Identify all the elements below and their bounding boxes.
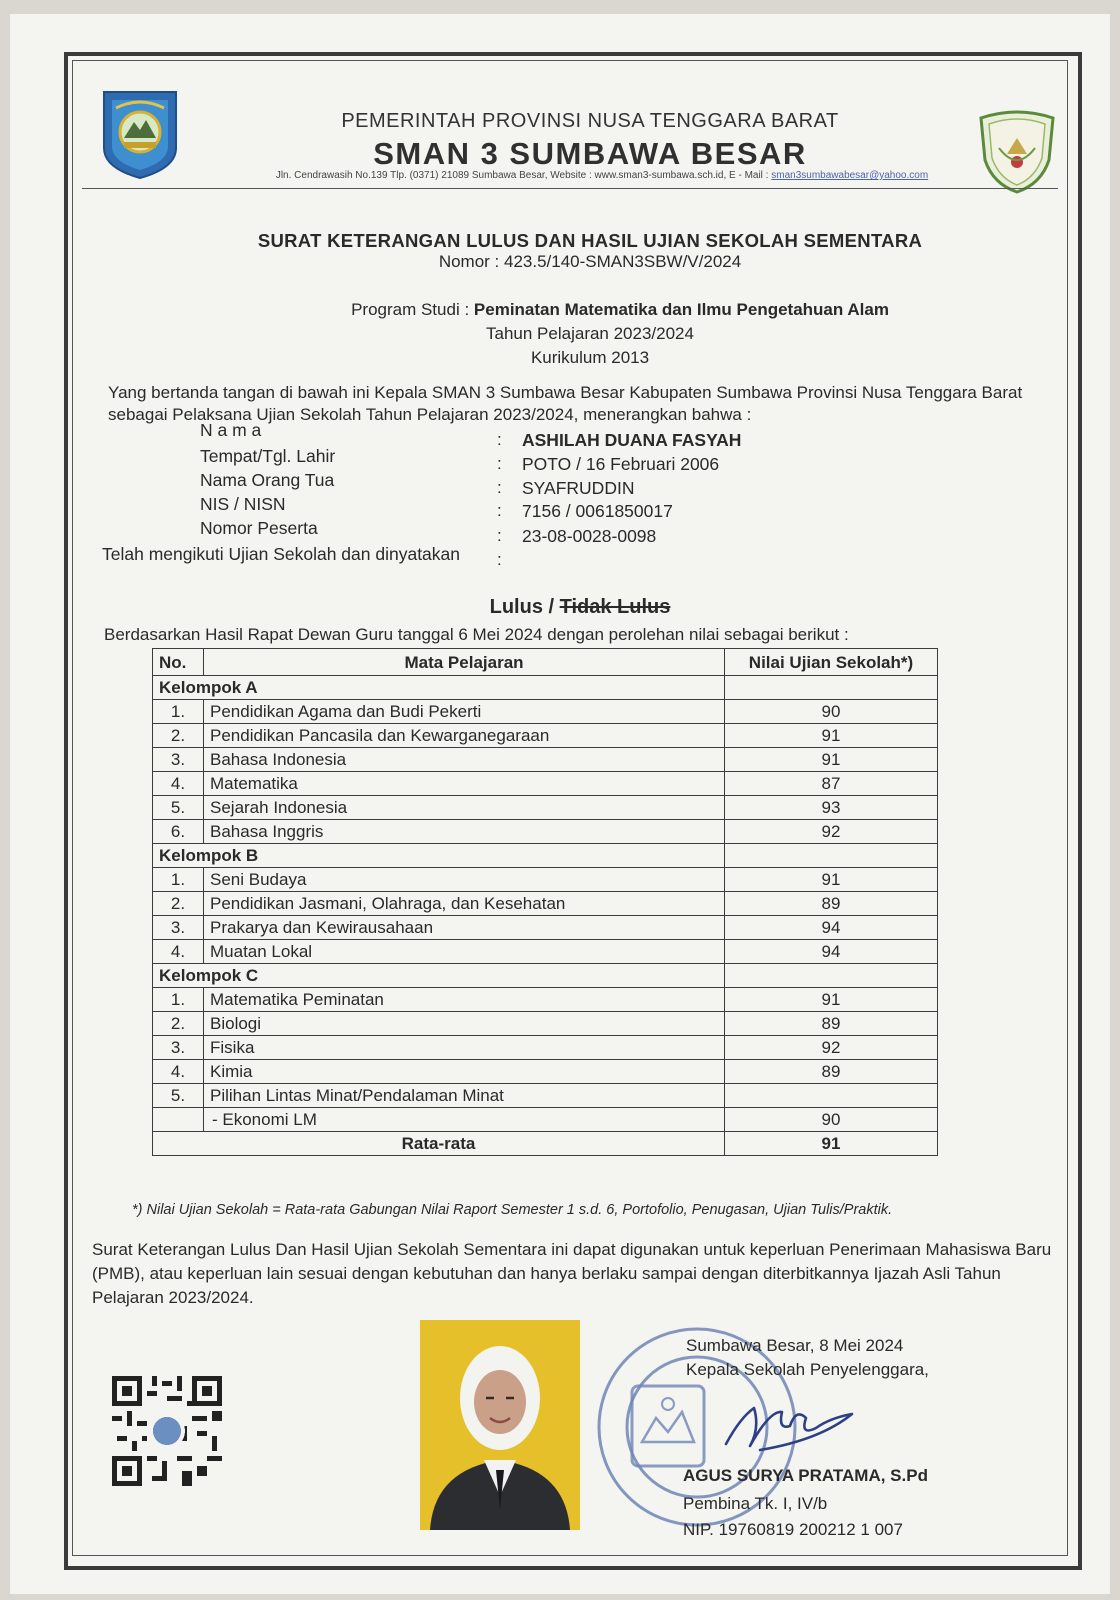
table-row <box>153 940 938 964</box>
row-subject: Bahasa Indonesia <box>204 748 725 772</box>
row-subject: Kimia <box>204 1060 725 1084</box>
row-no: 3. <box>153 916 204 940</box>
group-row-b <box>153 844 938 868</box>
header-subject: Mata Pelajaran <box>204 649 725 676</box>
signatory-rank: Pembina Tk. I, IV/b <box>683 1494 828 1513</box>
table-row <box>153 772 938 796</box>
group-row-c <box>153 964 938 988</box>
student-photo <box>420 1320 580 1530</box>
signature-position: Kepala Sekolah Penyelenggara, <box>686 1360 929 1379</box>
name-label: N a m a <box>200 420 262 440</box>
signatory-name: AGUS SURYA PRATAMA, S.Pd <box>683 1466 928 1485</box>
row-score: 91 <box>725 868 938 892</box>
row-no: 4. <box>153 1060 204 1084</box>
row-no: 6. <box>153 820 204 844</box>
row-subject: Matematika <box>204 772 725 796</box>
group-label: Kelompok B <box>153 844 725 868</box>
footnote: *) Nilai Ujian Sekolah = Rata-rata Gabungan Nilai Raport Semester 1 s.d. 6, Portofolio, Penugasan, Ujian Tulis/Praktik. <box>132 1202 893 1218</box>
row-subject: Bahasa Inggris <box>204 820 725 844</box>
group-label: Kelompok C <box>153 964 725 988</box>
academic-year: Tahun Pelajaran 2023/2024 <box>486 324 694 343</box>
document-title: SURAT KETERANGAN LULUS DAN HASIL UJIAN SEKOLAH SEMENTARA <box>257 230 923 251</box>
table-row <box>153 1012 938 1036</box>
table-row <box>153 916 938 940</box>
group-empty-cell <box>725 844 938 868</box>
row-subject: Pendidikan Pancasila dan Kewarganegaraan <box>204 724 725 748</box>
row-no: 4. <box>153 940 204 964</box>
row-subject: Sejarah Indonesia <box>204 796 725 820</box>
header-government: PEMERINTAH PROVINSI NUSA TENGGARA BARAT <box>341 110 839 132</box>
name-colon: : <box>497 430 502 449</box>
qr-code-icon <box>112 1376 222 1486</box>
program-value: Peminatan Matematika dan Ilmu Pengetahuan Alam <box>473 300 889 319</box>
row-no: 5. <box>153 796 204 820</box>
address-text: Jln. Cendrawasih No.139 Tlp. (0371) 21089 Sumbawa Besar, Website : www.sman3-sumbawa.sch.id, E - Mail : <box>275 170 769 181</box>
table-header-row <box>153 649 938 676</box>
birth-value: POTO / 16 Februari 2006 <box>522 454 720 474</box>
result-pass: Lulus / <box>489 596 555 618</box>
row-no: 3. <box>153 1036 204 1060</box>
row-no: 1. <box>153 988 204 1012</box>
school-logo-icon <box>975 108 1059 194</box>
row-score: 89 <box>725 1012 938 1036</box>
table-row <box>153 1108 938 1132</box>
email-link[interactable]: sman3sumbawabesar@yahoo.com <box>771 170 929 181</box>
row-subject: - Ekonomi LM <box>204 1108 725 1132</box>
curriculum: Kurikulum 2013 <box>530 348 650 367</box>
birth-colon: : <box>497 454 502 473</box>
table-row <box>153 796 938 820</box>
row-subject: Seni Budaya <box>204 868 725 892</box>
row-subject: Pendidikan Agama dan Budi Pekerti <box>204 700 725 724</box>
row-no: 1. <box>153 700 204 724</box>
basis-statement: Berdasarkan Hasil Rapat Dewan Guru tanggal 6 Mei 2024 dengan perolehan nilai sebagai berikut : <box>104 625 849 644</box>
table-row <box>153 700 938 724</box>
row-score: 94 <box>725 940 938 964</box>
program-line <box>230 300 1010 320</box>
table-row <box>153 892 938 916</box>
nis-value: 7156 / 0061850017 <box>522 501 673 521</box>
row-no: 2. <box>153 1012 204 1036</box>
header-divider <box>82 188 1058 189</box>
group-label: Kelompok A <box>153 676 725 700</box>
average-row <box>153 1132 938 1156</box>
row-subject: Muatan Lokal <box>204 940 725 964</box>
table-row <box>153 748 938 772</box>
table-row <box>153 988 938 1012</box>
row-score: 89 <box>725 892 938 916</box>
parent-colon: : <box>497 478 502 497</box>
row-score: 91 <box>725 988 938 1012</box>
handwritten-signature-icon <box>720 1388 860 1458</box>
row-score: 90 <box>725 700 938 724</box>
name-value: ASHILAH DUANA FASYAH <box>522 430 742 450</box>
table-row <box>153 1036 938 1060</box>
declared-label: Telah mengikuti Ujian Sekolah dan dinyatakan <box>102 544 461 564</box>
participant-colon: : <box>497 526 502 545</box>
row-score: 92 <box>725 1036 938 1060</box>
table-row <box>153 1084 938 1108</box>
row-subject: Biologi <box>204 1012 725 1036</box>
declared-colon: : <box>497 550 502 569</box>
row-score: 89 <box>725 1060 938 1084</box>
grades-table <box>152 648 938 1156</box>
parent-value: SYAFRUDDIN <box>522 478 635 498</box>
header-school-name: SMAN 3 SUMBAWA BESAR <box>373 136 807 171</box>
signature-place-date: Sumbawa Besar, 8 Mei 2024 <box>686 1336 904 1355</box>
result-fail-struck: Tidak Lulus <box>559 596 671 618</box>
row-no <box>153 1108 204 1132</box>
program-label: Program Studi : <box>351 300 470 319</box>
table-row <box>153 724 938 748</box>
row-subject: Pilihan Lintas Minat/Pendalaman Minat <box>204 1084 725 1108</box>
participant-value: 23-08-0028-0098 <box>522 526 657 546</box>
row-no: 5. <box>153 1084 204 1108</box>
row-no: 2. <box>153 724 204 748</box>
header-score: Nilai Ujian Sekolah*) <box>725 649 938 676</box>
row-score: 90 <box>725 1108 938 1132</box>
row-score: 87 <box>725 772 938 796</box>
result-status <box>0 596 1120 619</box>
header-address <box>222 170 982 181</box>
closing-paragraph: Surat Keterangan Lulus Dan Hasil Ujian Sekolah Sementara ini dapat digunakan untuk keperluan Penerimaan Mahasiswa Baru (PMB), atau keperluan lain sesuai dengan kebutuhan dan hanya berlaku sampai dengan diterbitkannya Ijazah Asli Tahun Pelajaran 2023/2024. <box>92 1240 1052 1307</box>
table-row <box>153 1060 938 1084</box>
nis-label: NIS / NISN <box>200 494 286 514</box>
row-score: 91 <box>725 748 938 772</box>
row-subject: Prakarya dan Kewirausahaan <box>204 916 725 940</box>
group-empty-cell <box>725 676 938 700</box>
intro-paragraph: Yang bertanda tangan di bawah ini Kepala SMAN 3 Sumbawa Besar Kabupaten Sumbawa Provinsi Nusa Tenggara Barat sebagai Pelaksana Ujian Sekolah Tahun Pelajaran 2023/2024, menerangkan bahwa : <box>108 383 1023 424</box>
signatory-nip: NIP. 19760819 200212 1 007 <box>683 1520 903 1539</box>
header-no: No. <box>153 649 204 676</box>
row-score <box>725 1084 938 1108</box>
table-row <box>153 820 938 844</box>
row-no: 4. <box>153 772 204 796</box>
average-label: Rata-rata <box>153 1132 725 1156</box>
average-value: 91 <box>725 1132 938 1156</box>
group-empty-cell <box>725 964 938 988</box>
row-score: 94 <box>725 916 938 940</box>
group-row-a <box>153 676 938 700</box>
row-no: 1. <box>153 868 204 892</box>
row-subject: Pendidikan Jasmani, Olahraga, dan Kesehatan <box>204 892 725 916</box>
row-subject: Fisika <box>204 1036 725 1060</box>
participant-label: Nomor Peserta <box>200 518 318 538</box>
nis-colon: : <box>497 501 502 520</box>
row-score: 92 <box>725 820 938 844</box>
province-logo-icon <box>100 88 180 180</box>
document-number: Nomor : 423.5/140-SMAN3SBW/V/2024 <box>438 252 742 271</box>
row-subject: Matematika Peminatan <box>204 988 725 1012</box>
row-no: 2. <box>153 892 204 916</box>
table-row <box>153 868 938 892</box>
row-score: 91 <box>725 724 938 748</box>
birth-label: Tempat/Tgl. Lahir <box>200 446 336 466</box>
row-no: 3. <box>153 748 204 772</box>
row-score: 93 <box>725 796 938 820</box>
parent-label: Nama Orang Tua <box>200 470 335 490</box>
